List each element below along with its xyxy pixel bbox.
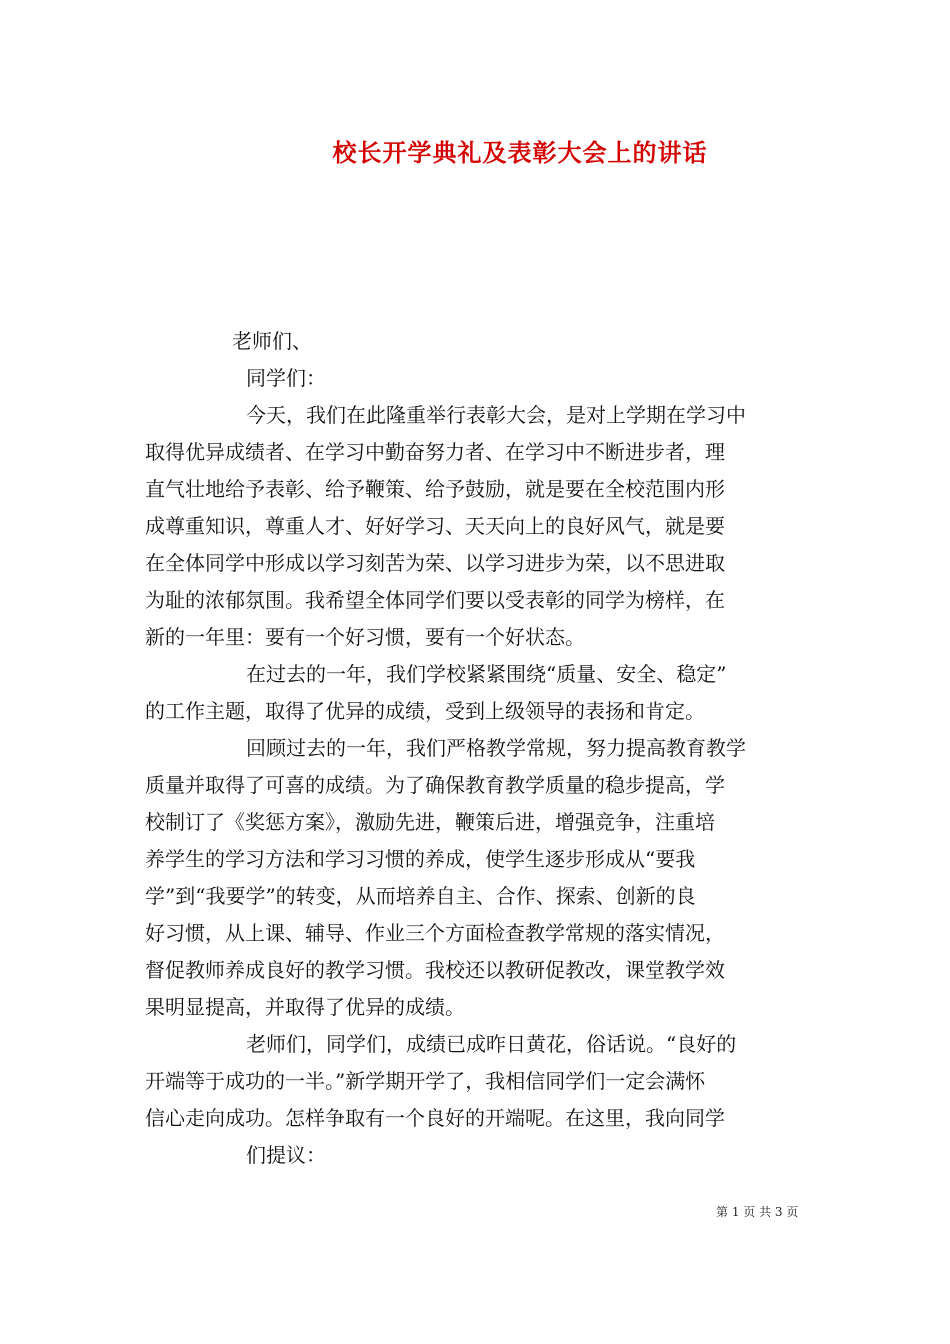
paragraph-line: 直气壮地给予表彰、给予鞭策、给予鼓励，就是要在全校范围内形 (145, 477, 725, 501)
paragraph-line: 开端等于成功的一半。”新学期开学了，我相信同学们一定会满怀 (145, 1069, 706, 1093)
paragraph-line: 果明显提高，并取得了优异的成绩。 (145, 995, 465, 1019)
page-number-footer: 第 1 页 共 3 页 (716, 1205, 799, 1219)
paragraph-line: 取得优异成绩者、在学习中勤奋努力者、在学习中不断进步者，理 (145, 440, 725, 464)
paragraph-line: 督促教师养成良好的教学习惯。我校还以教研促教改，课堂教学效 (145, 958, 725, 982)
paragraph-line: 在过去的一年，我们学校紧紧围绕“质量、安全、稳定” (246, 662, 727, 686)
paragraph-line: 的工作主题，取得了优异的成绩，受到上级领导的表扬和肯定。 (145, 699, 705, 723)
paragraph-line: 成尊重知识，尊重人才、好好学习、天天向上的良好风气，就是要 (145, 514, 725, 538)
paragraph-line: 老师们，同学们，成绩已成昨日黄花，俗话说。“良好的 (246, 1032, 737, 1056)
paragraph-line: 学”到“我要学”的转变，从而培养自主、合作、探索、创新的良 (145, 884, 696, 908)
salutation-teachers: 老师们、 (232, 329, 312, 353)
paragraph-line: 新的一年里：要有一个好习惯，要有一个好状态。 (145, 625, 585, 649)
paragraph-line: 回顾过去的一年，我们严格教学常规，努力提高教育教学 (246, 736, 746, 760)
paragraph-line: 在全体同学中形成以学习刻苦为荣、以学习进步为荣，以不思进取 (145, 551, 725, 575)
paragraph-line: 好习惯，从上课、辅导、作业三个方面检查教学常规的落实情况， (145, 921, 725, 945)
paragraph-line: 今天，我们在此隆重举行表彰大会，是对上学期在学习中 (246, 403, 746, 427)
paragraph-line: 信心走向成功。怎样争取有一个良好的开端呢。在这里，我向同学 (145, 1106, 725, 1130)
salutation-students: 同学们： (246, 366, 326, 390)
document-title: 校长开学典礼及表彰大会上的讲话 (332, 138, 708, 167)
paragraph-line: 养学生的学习方法和学习习惯的养成，使学生逐步形成从“要我 (145, 847, 696, 871)
paragraph-line: 为耻的浓郁氛围。我希望全体同学们要以受表彰的同学为榜样，在 (145, 588, 725, 612)
paragraph-line: 校制订了《奖惩方案》，激励先进，鞭策后进，增强竞争，注重培 (145, 810, 715, 834)
paragraph-line: 质量并取得了可喜的成绩。为了确保教育教学质量的稳步提高，学 (145, 773, 725, 797)
paragraph-line: 们提议： (246, 1143, 326, 1167)
